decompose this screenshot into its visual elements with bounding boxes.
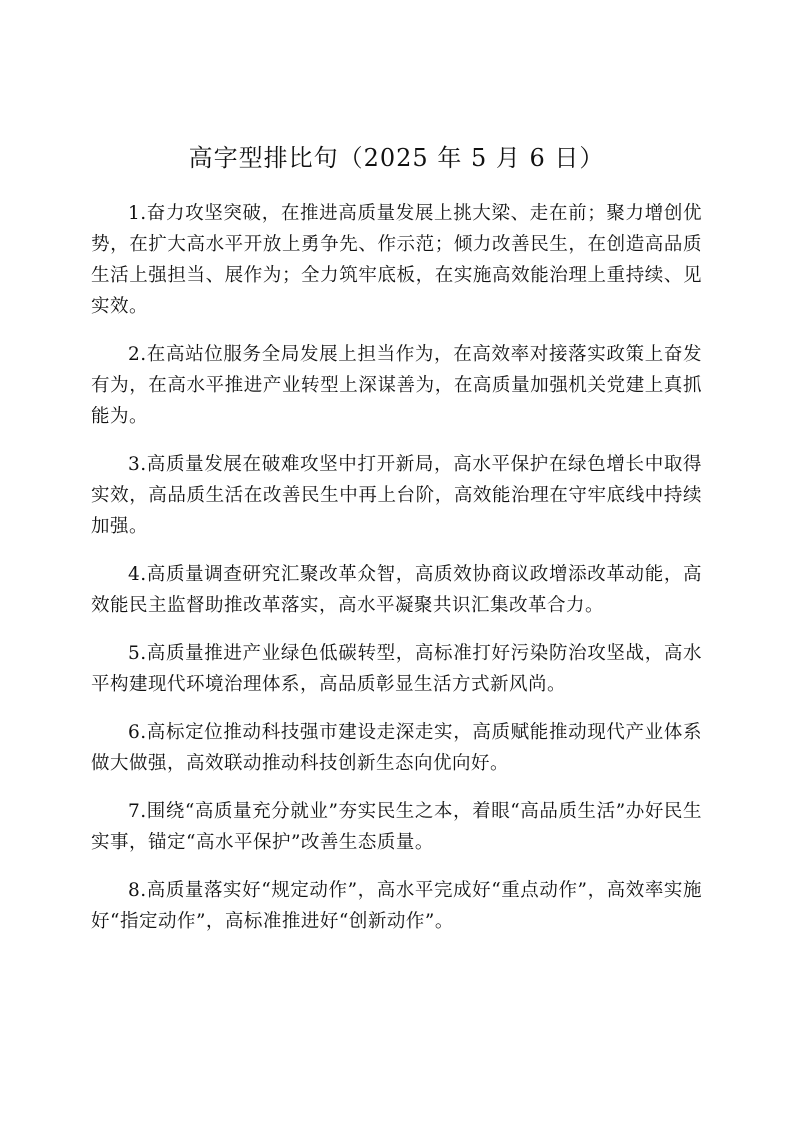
paragraph-6: 6.高标定位推动科技强市建设走深走实，高质赋能推动现代产业体系做大做强，高效联动推动科技创新生态向优向好。	[91, 722, 702, 774]
paragraph-7: 7.围绕“高质量充分就业”夯实民生之本，着眼“高品质生活”办好民生实事，锚定“高水平保护”改善生态质量。	[91, 801, 702, 853]
paragraph-2: 2.在高站位服务全局发展上担当作为，在高效率对接落实政策上奋发有为，在高水平推进产业转型上深谋善为，在高质量加强机关党建上真抓能为。	[91, 344, 702, 427]
paragraph-5: 5.高质量推进产业绿色低碳转型，高标准打好污染防治攻坚战，高水平构建现代环境治理体系，高品质彰显生活方式新风尚。	[91, 643, 702, 695]
paragraph-3: 3.高质量发展在破难攻坚中打开新局，高水平保护在绿色增长中取得实效，高品质生活在改善民生中再上台阶，高效能治理在守牢底线中持续加强。	[91, 454, 702, 537]
document-title: 高字型排比句（2025 年 5 月 6 日）	[188, 144, 605, 172]
paragraph-8: 8.高质量落实好“规定动作”，高水平完成好“重点动作”，高效率实施好“指定动作”，高标准推进好“创新动作”。	[91, 880, 702, 932]
paragraph-4: 4.高质量调查研究汇聚改革众智，高质效协商议政增添改革动能，高效能民主监督助推改革落实，高水平凝聚共识汇集改革合力。	[91, 564, 702, 616]
paragraph-1: 1.奋力攻坚突破，在推进高质量发展上挑大梁、走在前；聚力增创优势，在扩大高水平开放上勇争先、作示范；倾力改善民生，在创造高品质生活上强担当、展作为；全力筑牢底板，在实施高效能治理上重持续、见实效。	[91, 203, 702, 317]
